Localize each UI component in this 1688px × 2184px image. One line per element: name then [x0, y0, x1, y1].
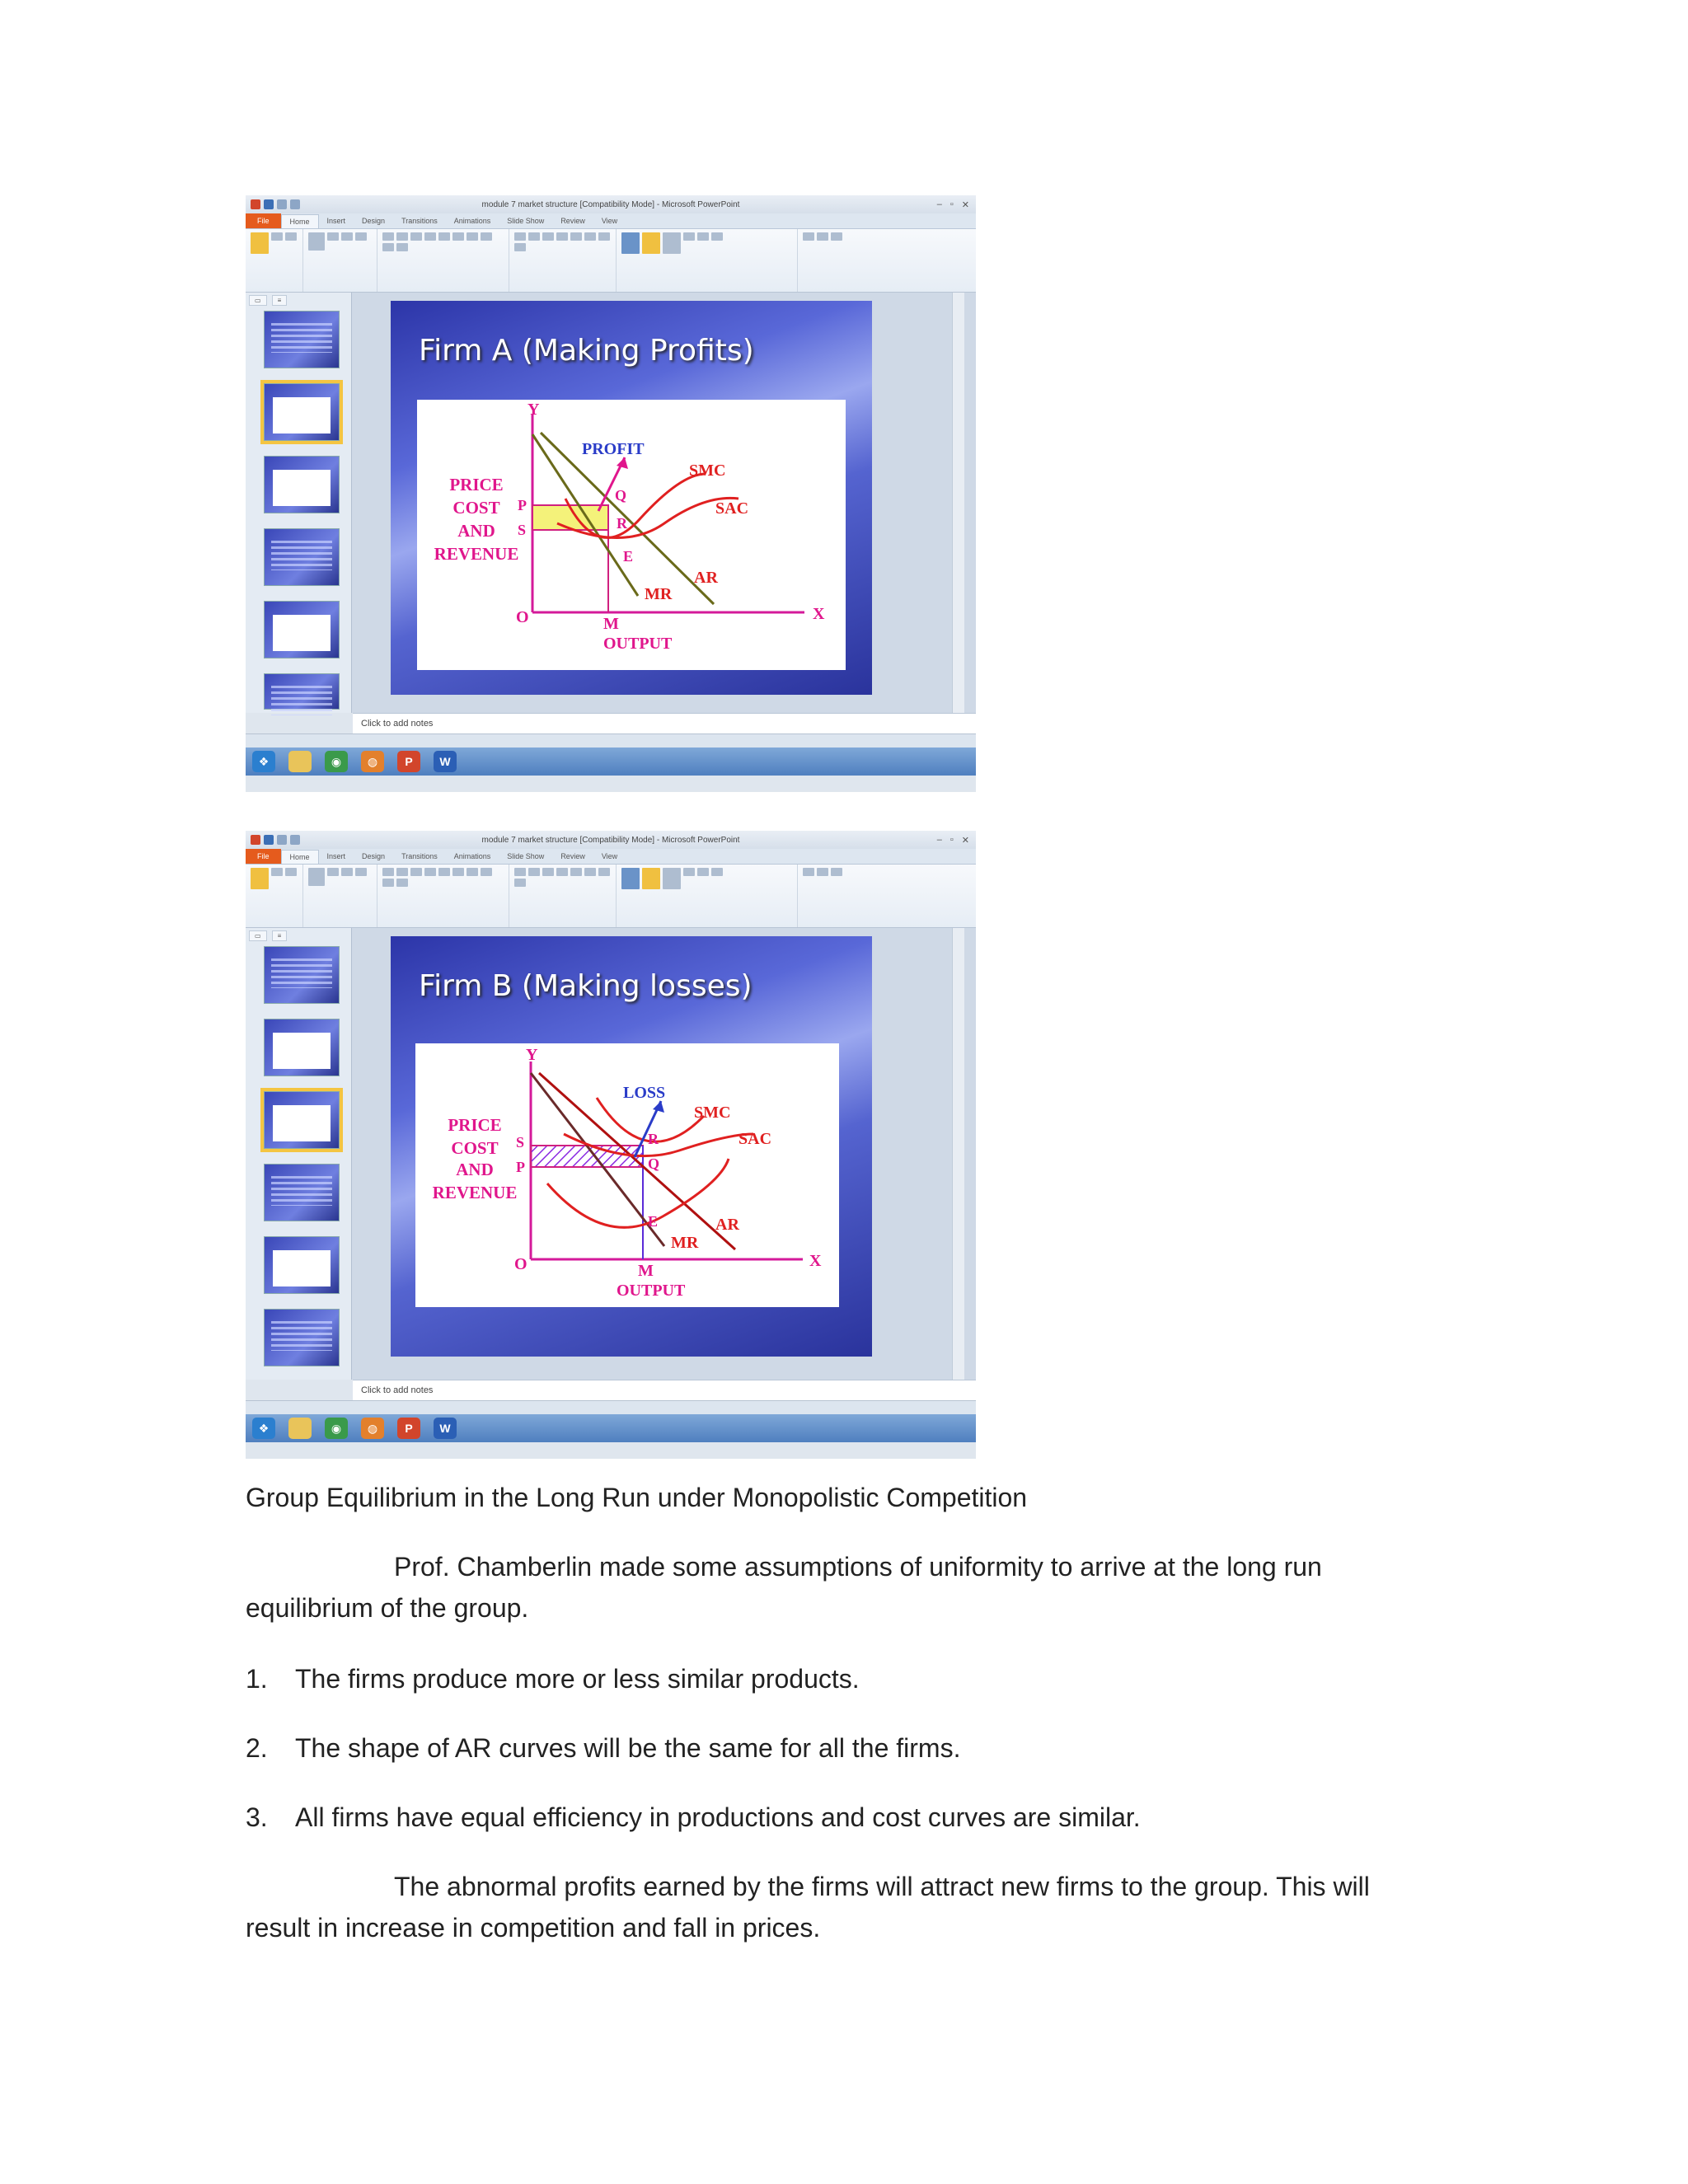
maximize-icon[interactable]: ▫ [950, 199, 954, 209]
slides-panel [246, 928, 352, 1380]
slide-thumbnail[interactable] [264, 311, 340, 368]
label-output: OUTPUT [617, 1282, 686, 1300]
slide-thumbnail[interactable] [264, 1309, 340, 1366]
label-origin: O [516, 608, 529, 626]
paragraph-1-line-1: Prof. Chamberlin made some assumptions of uniformity to arrive at the long run [394, 1552, 1322, 1582]
paragraph-1-line-2: equilibrium of the group. [246, 1593, 529, 1623]
ribbon-group-editing[interactable] [798, 865, 880, 927]
firm-a-diagram-svg [417, 400, 846, 670]
slides-panel [246, 293, 352, 713]
tab-home[interactable]: Home [281, 214, 319, 228]
ribbon-group-paragraph[interactable] [509, 229, 617, 292]
start-button-icon[interactable]: ❖ [252, 751, 275, 772]
notes-pane[interactable]: Click to add notes [353, 713, 976, 733]
label-output: OUTPUT [603, 635, 673, 653]
label-smc: SMC [694, 1104, 731, 1122]
slide-thumbnail[interactable] [264, 1236, 340, 1294]
tab-insert[interactable]: Insert [326, 852, 346, 860]
notes-pane[interactable]: Click to add notes [353, 1380, 976, 1400]
smc-curve [547, 1159, 729, 1227]
paragraph-2-line-1: The abnormal profits earned by the firms will attract new firms to the group. This will [394, 1872, 1370, 1901]
profit-arrow-head [617, 457, 628, 469]
paragraph-1 [246, 1546, 1449, 1629]
ribbon-group-paragraph[interactable] [509, 865, 617, 927]
tab-home[interactable]: Home [281, 850, 319, 864]
close-icon[interactable]: ✕ [961, 199, 969, 210]
tab-file[interactable]: File [246, 213, 281, 228]
list-item [246, 1658, 860, 1699]
tab-slide-show[interactable]: Slide Show [507, 852, 545, 860]
slide-canvas[interactable] [391, 936, 872, 1357]
ylabel-revenue: REVENUE [432, 1183, 518, 1202]
label-r: R [617, 515, 627, 532]
powerpoint-taskbar-icon[interactable]: P [397, 751, 420, 772]
ribbon [246, 229, 976, 293]
status-bar [246, 1400, 976, 1414]
label-s: S [518, 522, 527, 538]
explorer-icon[interactable] [288, 751, 312, 772]
firm-b-diagram-svg [415, 1043, 839, 1307]
slide-title: Firm B (Making losses) [419, 969, 753, 1003]
status-bar [246, 733, 976, 748]
label-ar: AR [694, 569, 718, 587]
window-titlebar [246, 831, 976, 849]
label-origin: O [514, 1255, 528, 1273]
label-sac: SAC [715, 499, 749, 518]
firefox-icon[interactable]: ◍ [361, 1418, 384, 1439]
tab-file[interactable]: File [246, 849, 281, 864]
label-sac: SAC [738, 1130, 772, 1148]
tab-view[interactable]: View [601, 217, 618, 225]
list-item [246, 1797, 1141, 1838]
tab-review[interactable]: Review [560, 852, 585, 860]
window-titlebar [246, 195, 976, 213]
ribbon-group-editing[interactable] [798, 229, 880, 292]
label-profit: PROFIT [582, 440, 645, 458]
tab-transitions[interactable]: Transitions [401, 217, 438, 225]
ribbon [246, 865, 976, 928]
slide-thumbnail[interactable] [264, 601, 340, 658]
slide-canvas[interactable] [391, 301, 872, 695]
tab-outline[interactable]: ≡ [272, 930, 288, 941]
label-x: X [813, 605, 825, 623]
ribbon-group-font[interactable] [377, 865, 509, 927]
tab-slides[interactable]: ▭ [249, 930, 267, 941]
powerpoint-taskbar-icon[interactable]: P [397, 1418, 420, 1439]
section-heading: Group Equilibrium in the Long Run under Monopolistic Competition [246, 1483, 1028, 1512]
label-ar: AR [715, 1216, 739, 1234]
chrome-icon[interactable]: ◉ [325, 1418, 348, 1439]
word-taskbar-icon[interactable]: W [434, 751, 457, 772]
ribbon-group-clipboard[interactable] [246, 865, 303, 927]
label-mr: MR [645, 585, 673, 603]
label-y: Y [526, 1046, 538, 1064]
tab-insert[interactable]: Insert [326, 217, 346, 225]
list-item-text: The firms produce more or less similar products. [295, 1664, 860, 1694]
firefox-icon[interactable]: ◍ [361, 751, 384, 772]
slide-thumbnail-selected[interactable] [264, 383, 340, 441]
ribbon-group-slides[interactable] [303, 229, 377, 292]
list-number: 1. [246, 1664, 268, 1694]
label-q: Q [615, 487, 627, 504]
label-m: M [638, 1262, 654, 1280]
tab-slide-show[interactable]: Slide Show [507, 217, 545, 225]
slide-thumbnail[interactable] [264, 1019, 340, 1076]
minimize-icon[interactable]: – [936, 834, 942, 845]
vertical-scrollbar[interactable] [952, 928, 964, 1380]
ylabel-price: PRICE [449, 475, 504, 494]
minimize-icon[interactable]: – [936, 199, 942, 209]
ylabel-price: PRICE [448, 1115, 502, 1135]
list-number: 3. [246, 1802, 268, 1832]
list-number: 2. [246, 1733, 268, 1763]
label-r: R [648, 1131, 659, 1147]
window-title: module 7 market structure [Compatibility Mode] - Microsoft PowerPoint [481, 199, 740, 209]
ribbon-group-drawing[interactable] [617, 865, 798, 927]
ribbon-group-font[interactable] [377, 229, 509, 292]
screenshot-firm-a [246, 195, 976, 792]
close-icon[interactable]: ✕ [961, 835, 969, 846]
loss-arrow-head [653, 1101, 664, 1113]
tab-animations[interactable]: Animations [453, 852, 491, 860]
label-smc: SMC [689, 462, 726, 480]
slide-thumbnail[interactable] [264, 456, 340, 513]
word-taskbar-icon[interactable]: W [434, 1418, 457, 1439]
explorer-icon[interactable] [288, 1418, 312, 1439]
label-loss: LOSS [623, 1084, 666, 1102]
list-item [246, 1727, 960, 1769]
window-title: module 7 market structure [Compatibility Mode] - Microsoft PowerPoint [481, 835, 740, 845]
tab-design[interactable]: Design [362, 852, 386, 860]
tab-outline[interactable]: ≡ [272, 295, 288, 306]
label-m: M [603, 615, 619, 633]
label-y: Y [528, 401, 540, 419]
ribbon-tabs [246, 849, 976, 865]
tab-view[interactable]: View [601, 852, 618, 860]
ribbon-group-slides[interactable] [303, 865, 377, 927]
tab-transitions[interactable]: Transitions [401, 852, 438, 860]
screenshot-firm-b [246, 831, 976, 1459]
tab-slides[interactable]: ▭ [249, 295, 267, 306]
ribbon-group-drawing[interactable] [617, 229, 798, 292]
diagram-firm-b [415, 1043, 839, 1307]
loss-area [531, 1146, 643, 1167]
label-p: P [516, 1159, 525, 1175]
label-s: S [516, 1134, 525, 1151]
list-item-text: The shape of AR curves will be the same for all the firms. [295, 1733, 961, 1763]
label-x: X [809, 1252, 822, 1270]
ribbon-tabs [246, 213, 976, 229]
label-e: E [648, 1213, 659, 1230]
slide-thumbnail[interactable] [264, 1164, 340, 1221]
maximize-icon[interactable]: ▫ [950, 834, 954, 845]
tab-animations[interactable]: Animations [453, 217, 491, 225]
workarea [246, 928, 976, 1380]
paragraph-2 [246, 1866, 1449, 1948]
tab-design[interactable]: Design [362, 217, 386, 225]
workarea [246, 293, 976, 713]
ylabel-revenue: REVENUE [434, 544, 519, 564]
chrome-icon[interactable]: ◉ [325, 751, 348, 772]
taskbar [246, 748, 976, 776]
paragraph-2-line-2: result in increase in competition and fall in prices. [246, 1913, 821, 1943]
slide-editing-area [353, 928, 964, 1380]
label-p: P [518, 497, 527, 513]
slide-thumbnail[interactable] [264, 673, 340, 710]
start-button-icon[interactable]: ❖ [252, 1418, 275, 1439]
diagram-firm-a [417, 400, 846, 670]
label-e: E [623, 548, 634, 565]
label-mr: MR [671, 1234, 699, 1252]
vertical-scrollbar[interactable] [952, 293, 964, 713]
slide-thumbnail-selected[interactable] [264, 1091, 340, 1149]
tab-review[interactable]: Review [560, 217, 585, 225]
ribbon-group-clipboard[interactable] [246, 229, 303, 292]
label-q: Q [648, 1155, 660, 1172]
list-item-text: All firms have equal efficiency in productions and cost curves are similar. [295, 1802, 1141, 1832]
slide-thumbnail[interactable] [264, 946, 340, 1004]
ylabel-and: AND [457, 521, 495, 541]
ylabel-and: AND [456, 1160, 494, 1179]
slide-title: Firm A (Making Profits) [419, 334, 754, 368]
slide-editing-area [353, 293, 964, 713]
ylabel-cost: COST [451, 1138, 499, 1158]
taskbar [246, 1414, 976, 1442]
slide-thumbnail[interactable] [264, 528, 340, 586]
ylabel-cost: COST [452, 498, 500, 518]
